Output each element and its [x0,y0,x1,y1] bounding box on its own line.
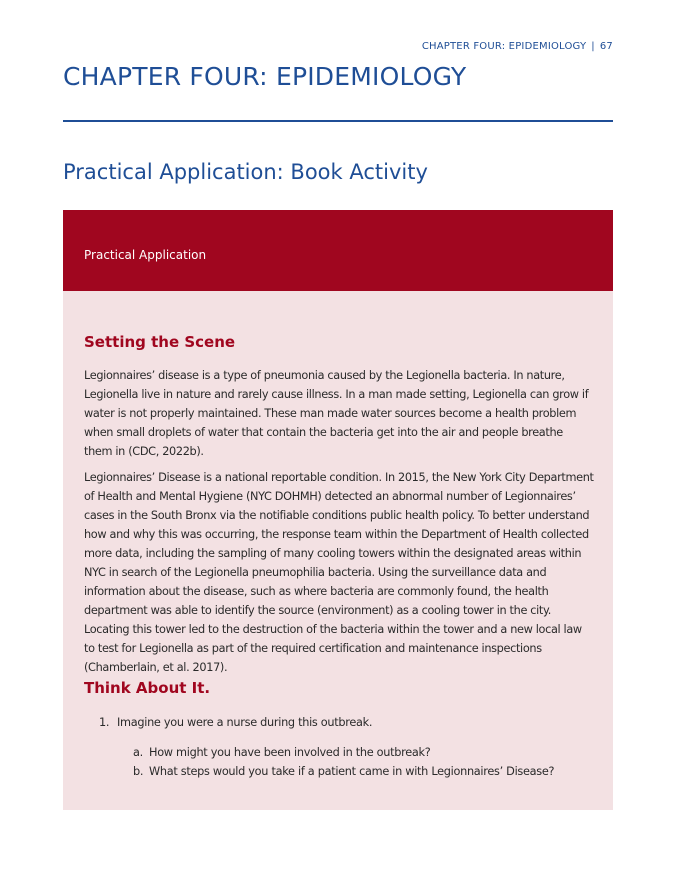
list-item-text: Imagine you were a nurse during this outbreak. [117,716,373,729]
think-about-it-heading: Think About It. [84,679,211,697]
title-divider [63,120,613,122]
running-head-separator: | [591,41,595,52]
box-header: Practical Application [63,210,613,291]
running-head [422,41,613,52]
scene-paragraph-1: Legionnaires’ disease is a type of pneumonia caused by the Legionella bacteria. In nature, Legionella live in nature and rarely cause illness. In a man made setting, Legionella can grow if water is not properly maintained. These man made water sources become a health problem when small droplets of water that contain the bacteria get into the air and people breathe them in (CDC, 2022b). [84,369,589,458]
running-head-text: CHAPTER FOUR: EPIDEMIOLOGY [421,41,587,52]
list-item-number: 1. [99,716,110,729]
scene-paragraph-2: Legionnaires’ Disease is a national reportable condition. In 2015, the New York City Department of Health and Mental Hygiene (NYC DOHMH) detected an abnormal number of Legionnaires’ cases in the South Bronx via the notifiable conditions public health policy. To better understand how and why this was occurring, the response team within the Department of Health collected more data, including the sampling of many cooling towers within the designated areas within NYC in search of the Legionella pneumophilia bacteria. Using the surveillance data and information about the disease, such as where bacteria are commonly found, the health department was able to identify the source (environment) as a cooling tower in the city. Locating this tower led to the destruction of the bacteria within the tower and a new local law to test for Legionella as part of the required certification and maintenance inspections (Chamberlain, et al. 2017). [84,471,594,674]
setting-the-scene-heading: Setting the Scene [84,333,236,351]
question-list [99,713,589,732]
list-item-text: What steps would you take if a patient came in with Legionnaires’ Disease? [149,765,555,778]
chapter-title: CHAPTER FOUR: EPIDEMIOLOGY [63,62,467,91]
section-title: Practical Application: Book Activity [63,160,428,184]
list-item [133,762,593,781]
page-number: 67 [599,41,613,52]
list-item-letter: a. [133,746,143,759]
practical-application-box [63,210,613,810]
sub-question-list [133,743,593,781]
list-item [99,713,589,732]
list-item [133,743,593,762]
list-item-text: How might you have been involved in the outbreak? [149,746,431,759]
list-item-letter: b. [133,765,144,778]
